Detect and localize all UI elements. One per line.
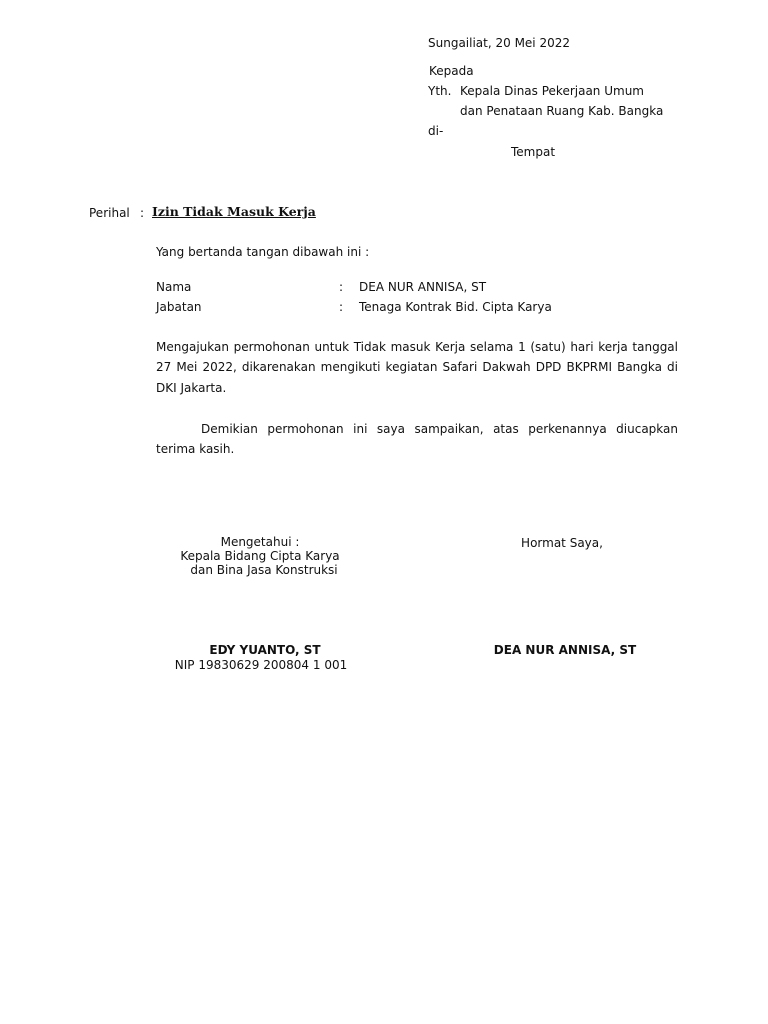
recipient-yth: Yth. (428, 84, 452, 98)
signature-left-name: EDY YUANTO, ST (209, 643, 321, 657)
subject-label: Perihal (89, 206, 130, 220)
body-para2-line1: Demikian permohonan ini saya sampaikan, atas perkenannya diucapkan (201, 422, 678, 436)
field-colon-nama: : (339, 280, 344, 294)
signature-left-role1: Kepala Bidang Cipta Karya (180, 549, 340, 563)
body-para2-line2: terima kasih. (156, 442, 235, 456)
signature-right-heading: Hormat Saya, (521, 536, 603, 550)
signature-left-heading: Mengetahui : (220, 535, 300, 549)
subject-colon: : (140, 206, 145, 220)
intro-text: Yang bertanda tangan dibawah ini : (156, 245, 370, 259)
place-date: Sungailiat, 20 Mei 2022 (428, 36, 570, 50)
subject-title: Izin Tidak Masuk Kerja (152, 204, 316, 219)
field-value-jabatan: Tenaga Kontrak Bid. Cipta Karya (359, 300, 552, 314)
body-para1-line3: DKI Jakarta. (156, 381, 227, 395)
signature-right-name: DEA NUR ANNISA, ST (493, 643, 637, 657)
body-para1-line1: Mengajukan permohonan untuk Tidak masuk Kerja selama 1 (satu) hari kerja tanggal (156, 340, 678, 354)
field-colon-jabatan: : (339, 300, 344, 314)
recipient-kepada: Kepada (429, 64, 474, 78)
recipient-line1: Kepala Dinas Pekerjaan Umum (460, 84, 644, 98)
field-label-jabatan: Jabatan (156, 300, 202, 314)
recipient-tempat: Tempat (511, 145, 556, 159)
field-value-nama: DEA NUR ANNISA, ST (359, 280, 487, 294)
signature-left-role2: dan Bina Jasa Konstruksi (190, 563, 338, 577)
recipient-line2: dan Penataan Ruang Kab. Bangka (460, 104, 664, 118)
recipient-di: di- (428, 124, 444, 138)
body-para1-line2: 27 Mei 2022, dikarenakan mengikuti kegiatan Safari Dakwah DPD BKPRMI Bangka di (156, 360, 678, 374)
field-label-nama: Nama (156, 280, 192, 294)
signature-left-nip: NIP 19830629 200804 1 001 (174, 658, 348, 672)
